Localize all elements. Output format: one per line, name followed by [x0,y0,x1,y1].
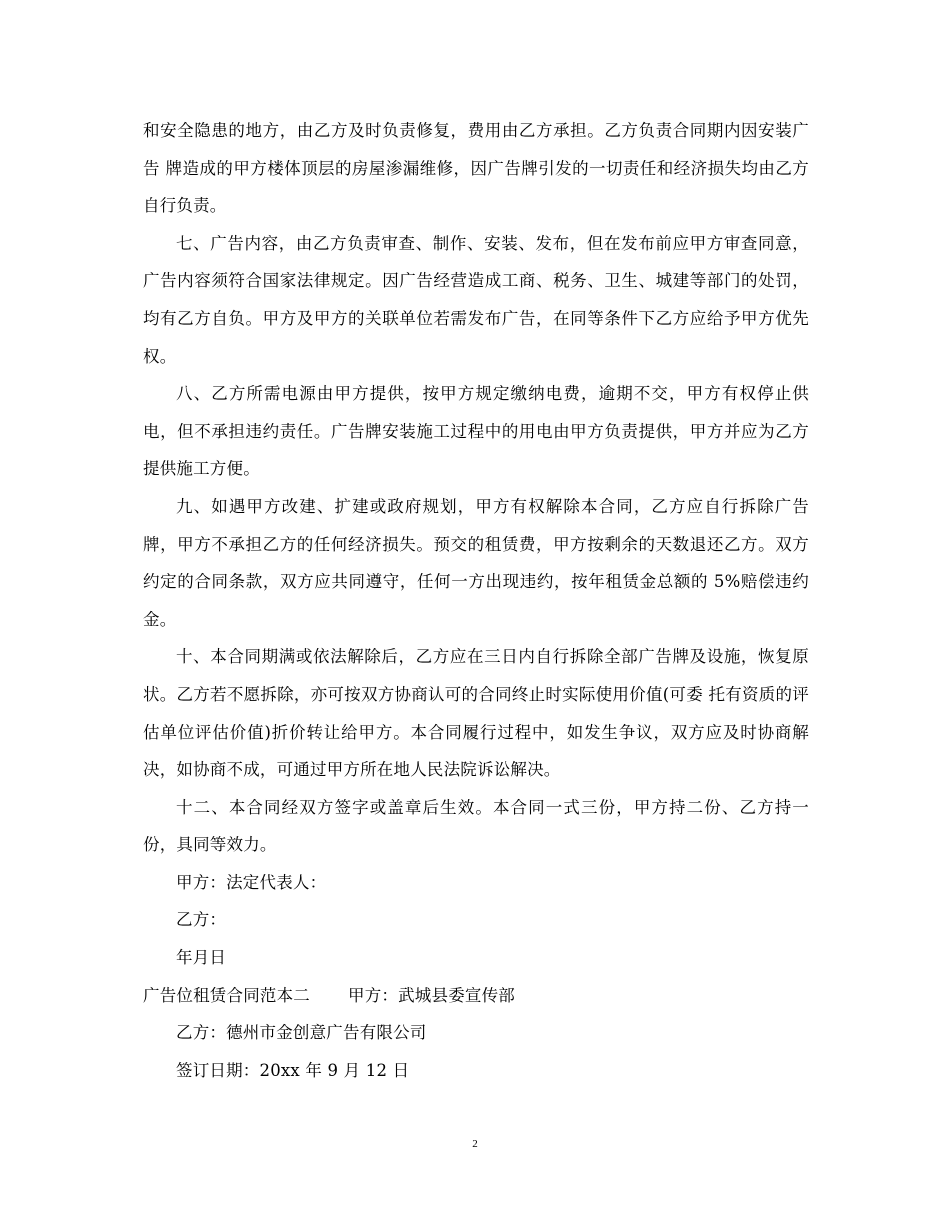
contract-two-title: 广告位租赁合同范本二 [143,985,310,1005]
signature-party-b: 乙方： [176,910,227,930]
page-number: 2 [472,1138,478,1150]
signature-party-a: 甲方：法定代表人： [176,872,327,892]
signature-date: 年月日 [176,948,227,968]
document-body [143,112,809,1089]
paragraph-clause-9: 九、如遇甲方改建、扩建或政府规划，甲方有权解除本合同，乙方应自行拆除广告牌，甲方不承担乙方的任何经济损失。预交的租赁费，甲方按剩余的天数退还乙方。双方约定的合同条款，双方应共同遵守，任何一方出现违约，按年租赁金总额的 5%赔偿违约金。 [143,496,809,629]
paragraph-clause-12: 十二、本合同经双方签字或盖章后生效。本合同一式三份，甲方持二份、乙方持一份，具同等效力。 [143,797,809,855]
contract-two-signed-date: 签订日期：20xx 年 9 月 12 日 [176,1060,410,1080]
contract-two-party-a: 甲方：武城县委宣传部 [348,985,515,1005]
paragraph-clause-7: 七、广告内容，由乙方负责审查、制作、安装、发布，但在发布前应甲方审查同意，广告内容须符合国家法律规定。因广告经营造成工商、税务、卫生、城建等部门的处罚，均有乙方自负。甲方及甲方的关联单位若需发布广告，在同等条件下乙方应给予甲方优先权。 [143,233,809,366]
contract-two-party-b: 乙方：德州市金创意广告有限公司 [176,1023,427,1043]
contract-two-heading-line [143,977,809,1015]
paragraph-clause-8: 八、乙方所需电源由甲方提供，按甲方规定缴纳电费，逾期不交，甲方有权停止供电，但不承担违约责任。广告牌安装施工过程中的用电由甲方负责提供，甲方并应为乙方提供施工方便。 [143,384,809,479]
paragraph-continuation: 和安全隐患的地方，由乙方及时负责修复，费用由乙方承担。乙方负责合同期内因安装广告 牌造成的甲方楼体顶层的房屋渗漏维修，因广告牌引发的一切责任和经济损失均由乙方自行负责。 [143,121,809,216]
paragraph-clause-10: 十、本合同期满或依法解除后，乙方应在三日内自行拆除全部广告牌及设施，恢复原状。乙方若不愿拆除，亦可按双方协商认可的合同终止时实际使用价值(可委 托有资质的评估单位评估价值)折价转让给甲方。本合同履行过程中，如发生争议，双方应及时协商解决，如协商不成，可通过甲方所在地人民法院诉讼解决。 [143,647,809,780]
